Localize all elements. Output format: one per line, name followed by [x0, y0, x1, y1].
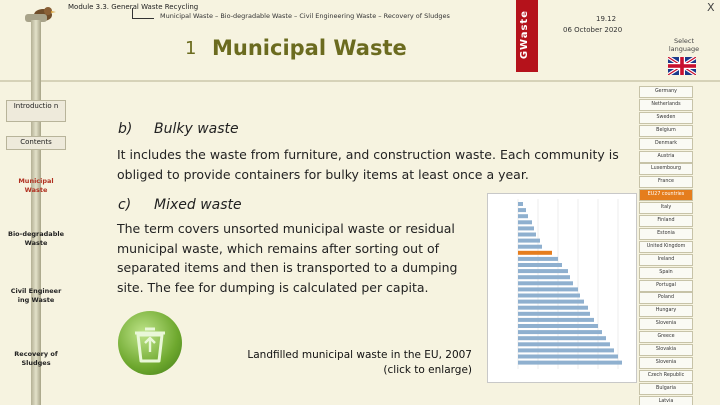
country-button[interactable]: Slovakia [639, 344, 693, 356]
nav-bracket [132, 8, 154, 19]
country-button[interactable]: Poland [639, 292, 693, 304]
chart-bar [518, 342, 610, 346]
chart-bar [518, 233, 536, 237]
country-button[interactable]: Finland [639, 215, 693, 227]
chart-bar [518, 239, 540, 243]
chart-bar [518, 214, 528, 218]
chart-bar [518, 220, 532, 224]
chart-bar [518, 257, 558, 261]
item-c-text: The term covers unsorted municipal waste or residual municipal waste, which remains after sorting out of separated items and then is transported to a dumping site. The fee for dumping is calculated per capita. [117, 221, 458, 295]
recycle-bin-icon [118, 311, 182, 375]
module-title: Module 3.3. General Waste Recycling [68, 3, 199, 11]
country-button[interactable]: Luxembourg [639, 163, 693, 175]
gwaste-logo: GWaste [516, 0, 538, 72]
header-divider [0, 80, 720, 82]
section-number: 1 [185, 38, 197, 59]
date-text: 06 October 2020 [563, 26, 623, 34]
item-b-text: It includes the waste from furniture, and construction waste. Each community is obliged to provide containers for bulky items at least once a year. [117, 147, 619, 182]
chart-bar [518, 318, 594, 322]
language-label: Select language [668, 37, 700, 53]
chart-bar [518, 275, 570, 279]
chart-bar [518, 287, 578, 291]
country-button[interactable]: Czech Republic [639, 370, 693, 382]
item-c-letter: c) [118, 197, 132, 213]
country-button[interactable]: Germany [639, 86, 693, 98]
country-button[interactable]: United Kingdom [639, 241, 693, 253]
country-button[interactable]: Belgium [639, 125, 693, 137]
page-title: Municipal Waste [212, 36, 407, 60]
country-list [639, 82, 699, 405]
chart-bar [518, 294, 580, 298]
sidebar-item-introduction[interactable]: Introductio n [6, 100, 66, 122]
chart-bar [518, 336, 606, 340]
country-button[interactable]: Estonia [639, 228, 693, 240]
country-button[interactable]: Ireland [639, 254, 693, 266]
item-b-letter: b) [118, 121, 133, 137]
country-button[interactable]: Slovenia [639, 318, 693, 330]
sub-navigation[interactable]: Municipal Waste – Bio-degradable Waste – Civil Engineering Waste – Recovery of Sludges [160, 12, 450, 20]
chart-bar [518, 361, 622, 365]
chart-bar [518, 202, 523, 206]
sidebar-item-civil-engineering-waste[interactable]: Civil Engineer ing Waste [10, 287, 62, 304]
country-button[interactable]: Hungary [639, 305, 693, 317]
country-button[interactable]: Denmark [639, 138, 693, 150]
chart-bar [518, 226, 534, 230]
chart-bar [518, 348, 614, 352]
chart-bar [518, 263, 562, 267]
close-button[interactable]: X [707, 1, 715, 14]
country-button[interactable]: Bulgaria [639, 383, 693, 395]
country-button[interactable]: EU27 countries [639, 189, 693, 201]
chart-bar [518, 269, 568, 273]
sidebar-item-contents[interactable]: Contents [6, 136, 66, 150]
item-b-heading: Bulky waste [154, 121, 239, 137]
chart-bar [518, 251, 552, 255]
chart-bar [518, 245, 542, 249]
date-code: 19.12 [596, 15, 617, 23]
country-button[interactable]: France [639, 176, 693, 188]
item-c-heading: Mixed waste [154, 197, 242, 213]
country-button[interactable]: Italy [639, 202, 693, 214]
country-button[interactable]: Netherlands [639, 99, 693, 111]
header [0, 0, 720, 82]
country-button[interactable]: Spain [639, 267, 693, 279]
chart-bar [518, 355, 618, 359]
chart-caption[interactable]: Landfilled municipal waste in the EU, 2007 (click to enlarge) [247, 349, 472, 376]
country-button[interactable]: Latvia [639, 396, 693, 405]
country-button[interactable]: Slovenia [639, 357, 693, 369]
sidebar-item-municipal-waste[interactable]: Municipal Waste [18, 177, 54, 194]
country-button[interactable]: Greece [639, 331, 693, 343]
country-button[interactable]: Sweden [639, 112, 693, 124]
uk-flag-icon[interactable] [668, 57, 696, 75]
chart-bar [518, 324, 598, 328]
chart-bar [518, 300, 584, 304]
chart-bar [518, 312, 590, 316]
chart-bar [518, 208, 526, 212]
sidebar-item-recovery-of-sludges[interactable]: Recovery of Sludges [14, 350, 58, 367]
country-button[interactable]: Portugal [639, 280, 693, 292]
landfill-chart-thumbnail[interactable] [487, 193, 637, 383]
scrollbar[interactable] [699, 82, 720, 405]
sidebar-item-biodegradable-waste[interactable]: Bio-degradable Waste [8, 230, 64, 247]
chart-bar [518, 330, 602, 334]
chart-bar [518, 281, 573, 285]
country-button[interactable]: Austria [639, 151, 693, 163]
chart-bar [518, 306, 588, 310]
